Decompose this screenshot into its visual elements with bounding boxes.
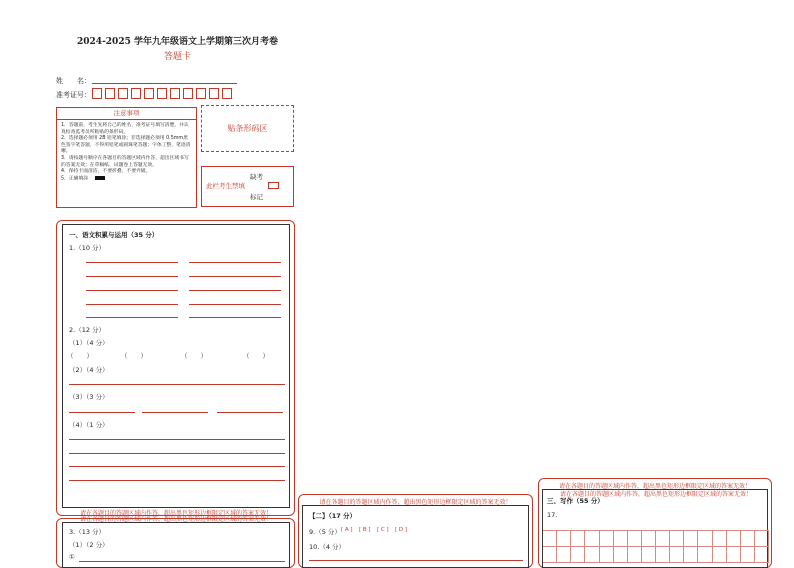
grid-cell[interactable] <box>585 531 599 547</box>
q3-circle-1: ① <box>69 553 75 561</box>
answer-line[interactable] <box>69 439 285 440</box>
answer-line[interactable] <box>309 560 523 561</box>
grid-cell[interactable] <box>557 547 571 563</box>
q3-label: 3.（13 分） <box>69 528 106 536</box>
q1-label: 1.（10 分） <box>69 244 106 252</box>
notice-item: 1．答题前，考生先将自己的姓名，准考证号填写清楚，并认真检查监考员所粘贴的条形码。 <box>61 123 189 135</box>
grid-cell[interactable] <box>600 547 614 563</box>
name-field[interactable] <box>92 83 237 84</box>
answer-line[interactable] <box>86 276 178 277</box>
id-cell[interactable] <box>209 88 219 99</box>
notice-item <box>61 176 192 183</box>
warning-text: 请在各题目的答题区域内作答，超出黑色矩形边框限定区域的答案无效！ <box>79 510 272 517</box>
grid-cell[interactable] <box>614 531 628 547</box>
grid-cell[interactable] <box>741 547 755 563</box>
grid-cell[interactable] <box>585 547 599 563</box>
section-4-heading: 三、写作（55 分） <box>547 497 604 505</box>
filled-mark-icon <box>95 176 105 180</box>
id-cell[interactable] <box>183 88 193 99</box>
paren-blank[interactable]: （ ） <box>243 352 269 360</box>
answer-line[interactable] <box>189 276 281 277</box>
barcode-area: 贴条形码区 <box>201 105 294 152</box>
notice-heading: 注意事项 <box>57 108 196 120</box>
section-3-box <box>62 522 290 568</box>
grid-cell[interactable] <box>684 531 698 547</box>
notice-box <box>56 107 197 208</box>
absent-checkbox[interactable] <box>268 182 279 189</box>
grid-cell[interactable] <box>755 547 769 563</box>
q2-3-label: （3）（3 分） <box>69 393 109 401</box>
paren-blank[interactable]: （ ） <box>121 352 147 360</box>
answer-line[interactable] <box>69 453 285 454</box>
grid-cell[interactable] <box>543 531 557 547</box>
page-title: 2024-2025 学年九年级语文上学期第三次月考卷 <box>77 37 278 47</box>
id-cell[interactable] <box>118 88 128 99</box>
answer-line[interactable] <box>86 317 178 318</box>
absent-box <box>201 166 294 207</box>
q2-2-label: （2）（4 分） <box>69 366 109 374</box>
warning-text: 请在各题目的答题区域内作答，超出黑色矩形边框限定区域的答案无效！ <box>558 483 751 490</box>
notice-item: 3．请按题号顺序在各题目的答题区域内作答，超出区域书写的答案无效；在草稿纸、试题卷上答题无效。 <box>61 155 189 168</box>
grid-cell[interactable] <box>543 547 557 563</box>
option-d[interactable]: [ D ] <box>395 527 408 533</box>
answer-line[interactable] <box>69 480 285 481</box>
answer-line[interactable] <box>86 304 178 305</box>
q9-label: 9.（5 分） <box>309 528 341 536</box>
grid-cell[interactable] <box>557 531 571 547</box>
answer-line[interactable] <box>189 317 281 318</box>
answer-line[interactable] <box>189 262 281 263</box>
grid-cell[interactable] <box>698 547 712 563</box>
notice-body <box>57 120 196 186</box>
grid-cell[interactable] <box>727 531 741 547</box>
warning-text: 请在各题目的答题区域内作答，超出黑色矩形边框限定区域的答案无效！ <box>79 516 272 523</box>
grid-cell[interactable] <box>698 531 712 547</box>
grid-cell[interactable] <box>670 547 684 563</box>
grid-cell[interactable] <box>628 531 642 547</box>
answer-line[interactable] <box>69 466 285 467</box>
answer-line[interactable] <box>86 262 178 263</box>
grid-cell[interactable] <box>642 547 656 563</box>
grid-cell[interactable] <box>670 531 684 547</box>
section-1-heading: 一、语文积累与运用（35 分） <box>69 231 159 239</box>
grid-cell[interactable] <box>755 531 769 547</box>
q2-label: 2.（12 分） <box>69 326 106 334</box>
notice-item-text: 5．正确填涂 <box>61 176 89 182</box>
absent-label: 此栏考生禁填 <box>206 182 245 190</box>
id-cell[interactable] <box>170 88 180 99</box>
id-cell[interactable] <box>157 88 167 99</box>
grid-cell[interactable] <box>727 547 741 563</box>
id-cell[interactable] <box>144 88 154 99</box>
section-1-box <box>62 224 290 508</box>
grid-cell[interactable] <box>614 547 628 563</box>
id-cell[interactable] <box>92 88 102 99</box>
option-c[interactable]: [ C ] <box>377 527 389 533</box>
grid-cell[interactable] <box>642 531 656 547</box>
answer-line[interactable] <box>189 290 281 291</box>
answer-line[interactable] <box>69 412 135 413</box>
grid-cell[interactable] <box>571 547 585 563</box>
id-cell[interactable] <box>196 88 206 99</box>
page-subtitle: 答题卡 <box>163 52 191 62</box>
section-2-heading: 【二】（17 分） <box>309 512 357 520</box>
grid-cell[interactable] <box>741 531 755 547</box>
id-cell[interactable] <box>131 88 141 99</box>
option-a[interactable]: [ A ] <box>341 527 353 533</box>
notice-item: 4．保持卡面清洁，不要折叠、不要弄破。 <box>61 169 151 175</box>
grid-cell[interactable] <box>713 531 727 547</box>
section-2-box <box>302 505 529 568</box>
section-4-box <box>542 489 768 568</box>
q17-label: 17. <box>547 511 558 519</box>
answer-line[interactable] <box>142 412 208 413</box>
q3-1-label: （1）（2 分） <box>69 541 109 549</box>
paren-blank[interactable]: （ ） <box>181 352 207 360</box>
answer-line[interactable] <box>69 384 285 385</box>
grid-cell[interactable] <box>656 531 670 547</box>
q10-label: 10.（4 分） <box>309 543 346 551</box>
grid-cell[interactable] <box>656 547 670 563</box>
grid-cell[interactable] <box>571 531 585 547</box>
warning-text: 请在各题目的答题区域内作答，超出黑色矩形边框限定区域的答案无效！ <box>319 499 512 506</box>
id-label: 准考证号： <box>56 91 91 99</box>
absent-mark-top: 缺考 <box>250 173 263 181</box>
option-b[interactable]: [ B ] <box>359 527 371 533</box>
id-cell[interactable] <box>105 88 115 99</box>
notice-item: 2．选择题必须用 2B 铅笔填涂；非选择题必须用 0.5mm黑色签字笔答题，不得用铅笔或圆珠笔答题；字体工整、笔迹清晰。 <box>61 136 191 155</box>
grid-cell[interactable] <box>713 547 727 563</box>
id-boxes[interactable] <box>92 88 235 99</box>
paren-blank[interactable]: （ ） <box>67 352 93 360</box>
answer-line[interactable] <box>189 304 281 305</box>
absent-mark-bottom: 标记 <box>250 193 263 201</box>
id-cell[interactable] <box>222 88 232 99</box>
warning-text: 请在各题目的答题区域内作答，超出黑色矩形边框限定区域的答案无效！ <box>559 491 752 498</box>
q2-4-label: （4）（1 分） <box>69 421 109 429</box>
name-label: 姓 名： <box>56 77 91 85</box>
grid-cell[interactable] <box>628 547 642 563</box>
answer-line[interactable] <box>217 412 283 413</box>
answer-line[interactable] <box>86 290 178 291</box>
grid-cell[interactable] <box>684 547 698 563</box>
q2-1-label: （1）（4 分） <box>69 339 109 347</box>
writing-grid[interactable] <box>543 530 769 563</box>
grid-cell[interactable] <box>600 531 614 547</box>
